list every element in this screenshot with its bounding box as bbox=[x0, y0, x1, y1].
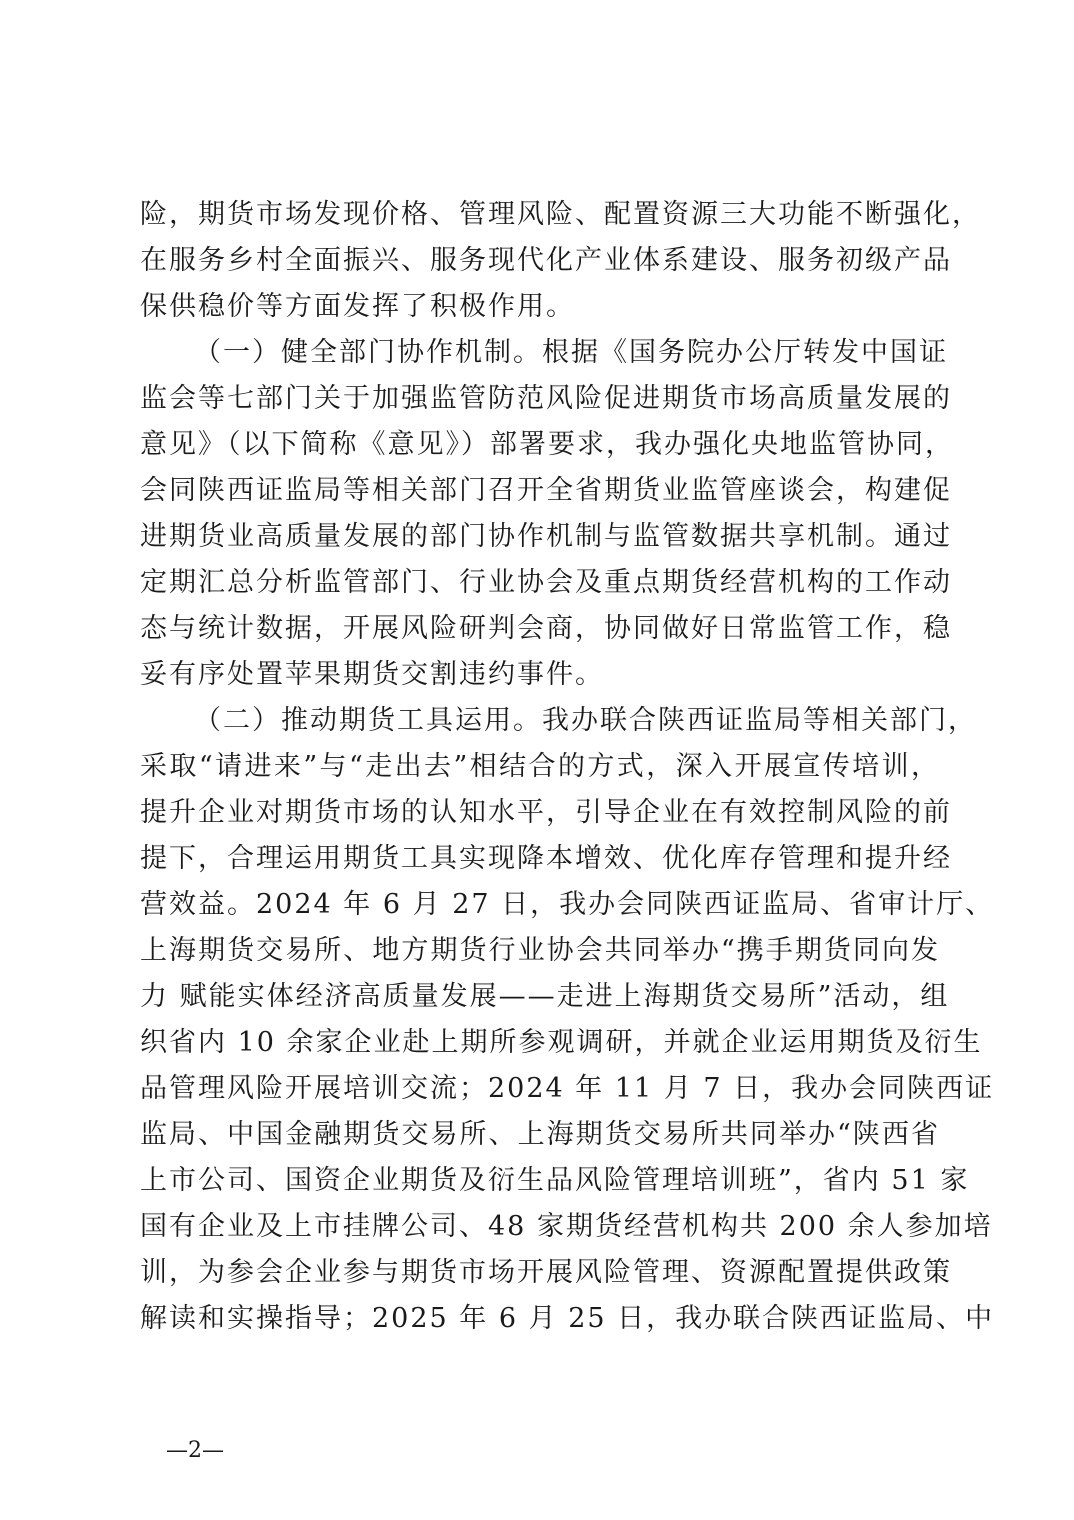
text-line: 采取“请进来”与“走出去”相结合的方式，深入开展宣传培训， bbox=[140, 751, 940, 782]
text-line: 监会等七部门关于加强监管防范风险促进期货市场高质量发展的 bbox=[140, 383, 952, 414]
text-line: 态与统计数据，开展风险研判会商，协同做好日常监管工作，稳 bbox=[140, 613, 952, 644]
text-line: 国有企业及上市挂牌公司、48 家期货经营机构共 200 余人参加培 bbox=[140, 1211, 993, 1242]
section-heading-line: （二）推动期货工具运用。我办联合陕西证监局等相关部门， bbox=[194, 705, 977, 736]
text-line: 在服务乡村全面振兴、服务现代化产业体系建设、服务初级产品 bbox=[140, 245, 952, 276]
document-body bbox=[140, 192, 995, 1342]
text-line: 进期货业高质量发展的部门协作机制与监管数据共享机制。通过 bbox=[140, 521, 952, 552]
page-number: —2— bbox=[166, 1438, 224, 1463]
text-line: 品管理风险开展培训交流；2024 年 11 月 7 日，我办会同陕西证 bbox=[140, 1073, 995, 1104]
text-line: 意见》（以下简称《意见》）部署要求，我办强化央地监管协同， bbox=[140, 429, 954, 460]
text-line: 织省内 10 余家企业赴上期所参观调研，并就企业运用期货及衍生 bbox=[140, 1027, 983, 1058]
text-line: 保供稳价等方面发挥了积极作用。 bbox=[140, 291, 575, 322]
text-line: 定期汇总分析监管部门、行业协会及重点期货经营机构的工作动 bbox=[140, 567, 952, 598]
text-line: 监局、中国金融期货交易所、上海期货交易所共同举办“陕西省 bbox=[140, 1119, 940, 1150]
text-line: 会同陕西证监局等相关部门召开全省期货业监管座谈会，构建促 bbox=[140, 475, 952, 506]
text-line: 险，期货市场发现价格、管理风险、配置资源三大功能不断强化， bbox=[140, 199, 981, 230]
text-line: 提升企业对期货市场的认知水平，引导企业在有效控制风险的前 bbox=[140, 797, 952, 828]
text-line: 妥有序处置苹果期货交割违约事件。 bbox=[140, 659, 604, 690]
text-line: 上市公司、国资企业期货及衍生品风险管理培训班”，省内 51 家 bbox=[140, 1165, 970, 1196]
text-line: 营效益。2024 年 6 月 27 日，我办会同陕西证监局、省审计厅、 bbox=[140, 889, 995, 920]
section-heading-line: （一）健全部门协作机制。根据《国务院办公厅转发中国证 bbox=[194, 337, 948, 368]
text-line: 解读和实操指导；2025 年 6 月 25 日，我办联合陕西证监局、中 bbox=[140, 1303, 995, 1334]
text-line: 上海期货交易所、地方期货行业协会共同举办“携手期货同向发 bbox=[140, 935, 940, 966]
text-line: 力 赋能实体经济高质量发展——走进上海期货交易所”活动，组 bbox=[140, 981, 950, 1012]
text-line: 提下，合理运用期货工具实现降本增效、优化库存管理和提升经 bbox=[140, 843, 952, 874]
text-line: 训，为参会企业参与期货市场开展风险管理、资源配置提供政策 bbox=[140, 1257, 952, 1288]
